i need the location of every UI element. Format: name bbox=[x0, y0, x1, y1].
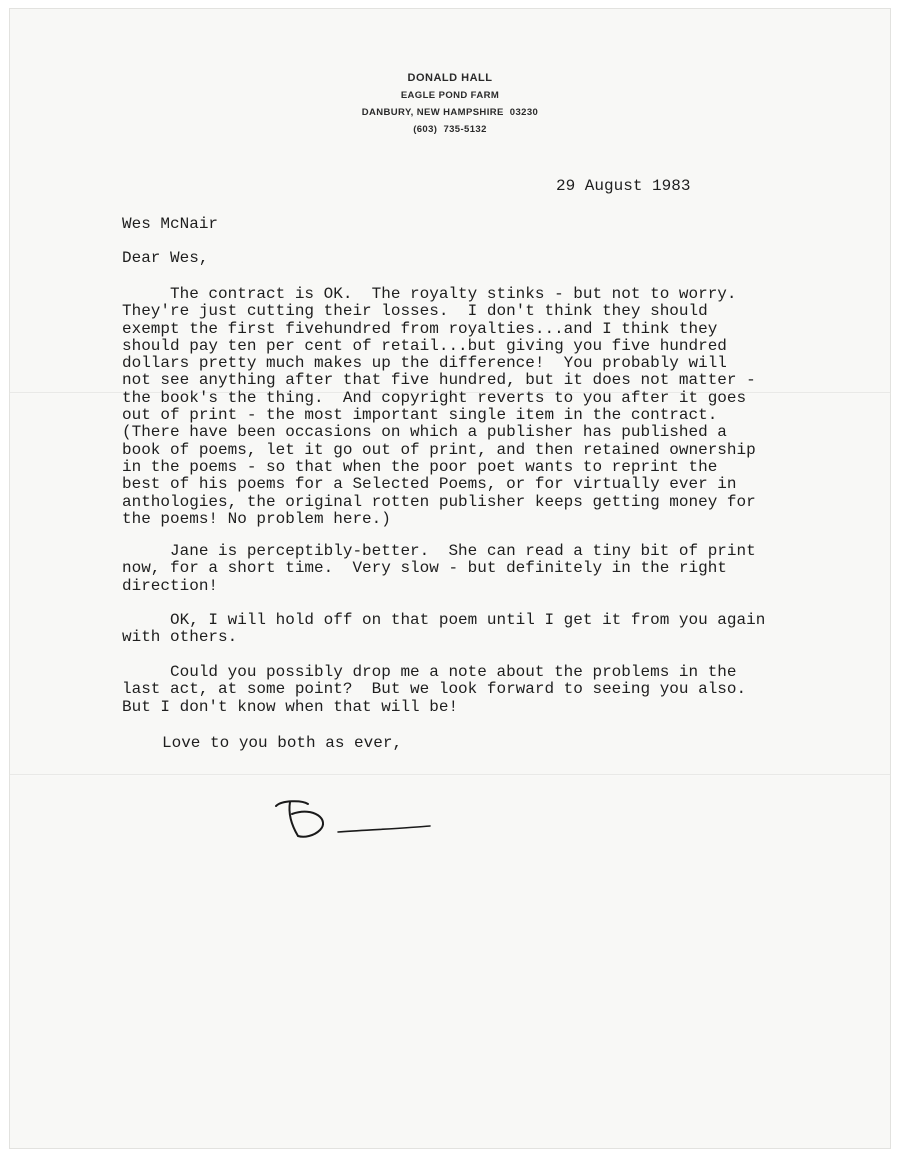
letter-paragraph-2: Jane is perceptibly-better. She can read a tiny bit of print now, for a short time. Very slow - but definitely in the right direction! bbox=[122, 542, 756, 595]
letter-date: 29 August 1983 bbox=[556, 177, 691, 195]
letter-paragraph-3: OK, I will hold off on that poem until I get it from you again with others. bbox=[122, 611, 766, 647]
letter-closing: Love to you both as ever, bbox=[162, 734, 403, 752]
letter-salutation: Dear Wes, bbox=[122, 249, 209, 267]
letter-paragraph-1: The contract is OK. The royalty stinks - but not to worry. They're just cutting their losses. I don't think they should exempt the first fivehundred from royalties...and I think they should pay ten per cent of retail...but giving you five hundred dollars pretty much makes up the difference! You probably will not see anything after that five hundred, but it does not matter - the book's the thing. And copyright reverts to you after it goes out of print - the most important single item in the contract. (There have been occasions on which a publisher has published a book of poems, let it go out of print, and then retained ownership in the poems - so that when the poor poet wants to reprint the best of his poems for a Selected Poems, or for virtually ever in anthologies, the original rotten publisher keeps getting money for the poems! No problem here.) bbox=[122, 285, 756, 528]
letterhead-address-line1: EAGLE POND FARM bbox=[400, 90, 500, 101]
letterhead-address-line2: DANBURY, NEW HAMPSHIRE 03230 bbox=[361, 107, 539, 118]
letterhead-name: DONALD HALL bbox=[407, 72, 493, 84]
letterhead-phone: (603) 735-5132 bbox=[413, 124, 487, 135]
letterhead bbox=[300, 72, 600, 141]
letter-recipient: Wes McNair bbox=[122, 215, 219, 233]
handwritten-signature bbox=[268, 792, 438, 848]
letter-paragraph-4: Could you possibly drop me a note about the problems in the last act, at some point? But we look forward to seeing you also. But I don't know when that will be! bbox=[122, 663, 747, 716]
fold-line-lower bbox=[10, 774, 890, 775]
